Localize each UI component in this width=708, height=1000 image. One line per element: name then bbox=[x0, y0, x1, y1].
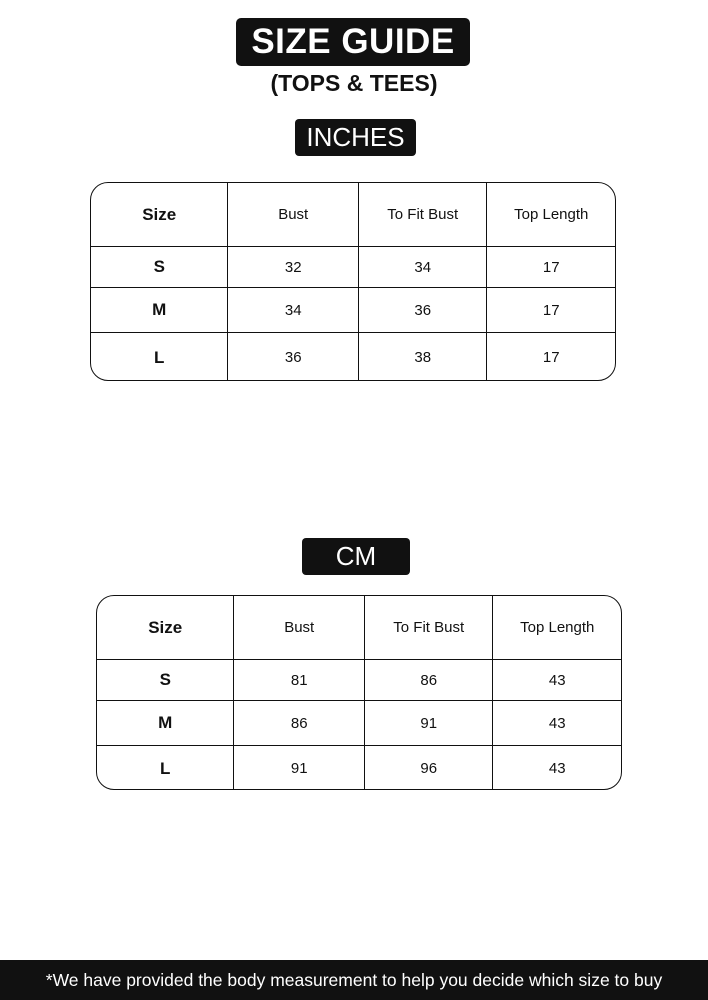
size-table-cm bbox=[96, 595, 622, 790]
bust-cell: 86 bbox=[234, 701, 365, 745]
column-header-to-fit-bust: To Fit Bust bbox=[359, 183, 488, 246]
table-row bbox=[91, 288, 615, 333]
bust-cell: 91 bbox=[234, 746, 365, 790]
size-cell: M bbox=[97, 701, 234, 745]
to-fit-bust-cell: 36 bbox=[359, 288, 488, 332]
unit-badge-inches: INCHES bbox=[295, 119, 416, 156]
column-header-size: Size bbox=[97, 596, 234, 659]
footer-note: *We have provided the body measurement to help you decide which size to buy bbox=[0, 960, 708, 1000]
to-fit-bust-cell: 38 bbox=[359, 333, 488, 381]
table-row bbox=[91, 247, 615, 288]
size-cell: L bbox=[97, 746, 234, 790]
column-header-size: Size bbox=[91, 183, 228, 246]
size-cell: S bbox=[91, 247, 228, 287]
table-row bbox=[97, 701, 621, 746]
top-length-cell: 17 bbox=[542, 301, 560, 319]
table-header-row bbox=[91, 183, 615, 247]
top-length-cell: 43 bbox=[548, 760, 566, 777]
unit-badge-cm: CM bbox=[302, 538, 410, 575]
top-length-cell: 43 bbox=[548, 714, 566, 732]
top-length-cell: 17 bbox=[542, 258, 560, 276]
table-row bbox=[97, 660, 621, 701]
to-fit-bust-cell: 34 bbox=[359, 247, 488, 287]
column-header-bust: Bust bbox=[234, 596, 365, 659]
table-row bbox=[97, 746, 621, 790]
column-header-top-length: Top Length bbox=[520, 619, 595, 636]
column-header-to-fit-bust: To Fit Bust bbox=[365, 596, 494, 659]
top-length-cell: 17 bbox=[542, 349, 560, 366]
to-fit-bust-cell: 96 bbox=[365, 746, 494, 790]
bust-cell: 32 bbox=[228, 247, 359, 287]
bust-cell: 36 bbox=[228, 333, 359, 381]
size-cell: L bbox=[91, 333, 228, 381]
size-cell: M bbox=[91, 288, 228, 332]
page-subtitle: (TOPS & TEES) bbox=[270, 70, 438, 96]
to-fit-bust-cell: 91 bbox=[365, 701, 494, 745]
top-length-cell: 43 bbox=[548, 671, 566, 689]
bust-cell: 81 bbox=[234, 660, 365, 700]
column-header-top-length: Top Length bbox=[514, 206, 589, 223]
table-header-row bbox=[97, 596, 621, 660]
size-cell: S bbox=[97, 660, 234, 700]
to-fit-bust-cell: 86 bbox=[365, 660, 494, 700]
bust-cell: 34 bbox=[228, 288, 359, 332]
page-title: SIZE GUIDE bbox=[236, 18, 470, 66]
size-table-inches bbox=[90, 182, 616, 381]
column-header-bust: Bust bbox=[228, 183, 359, 246]
table-row bbox=[91, 333, 615, 381]
